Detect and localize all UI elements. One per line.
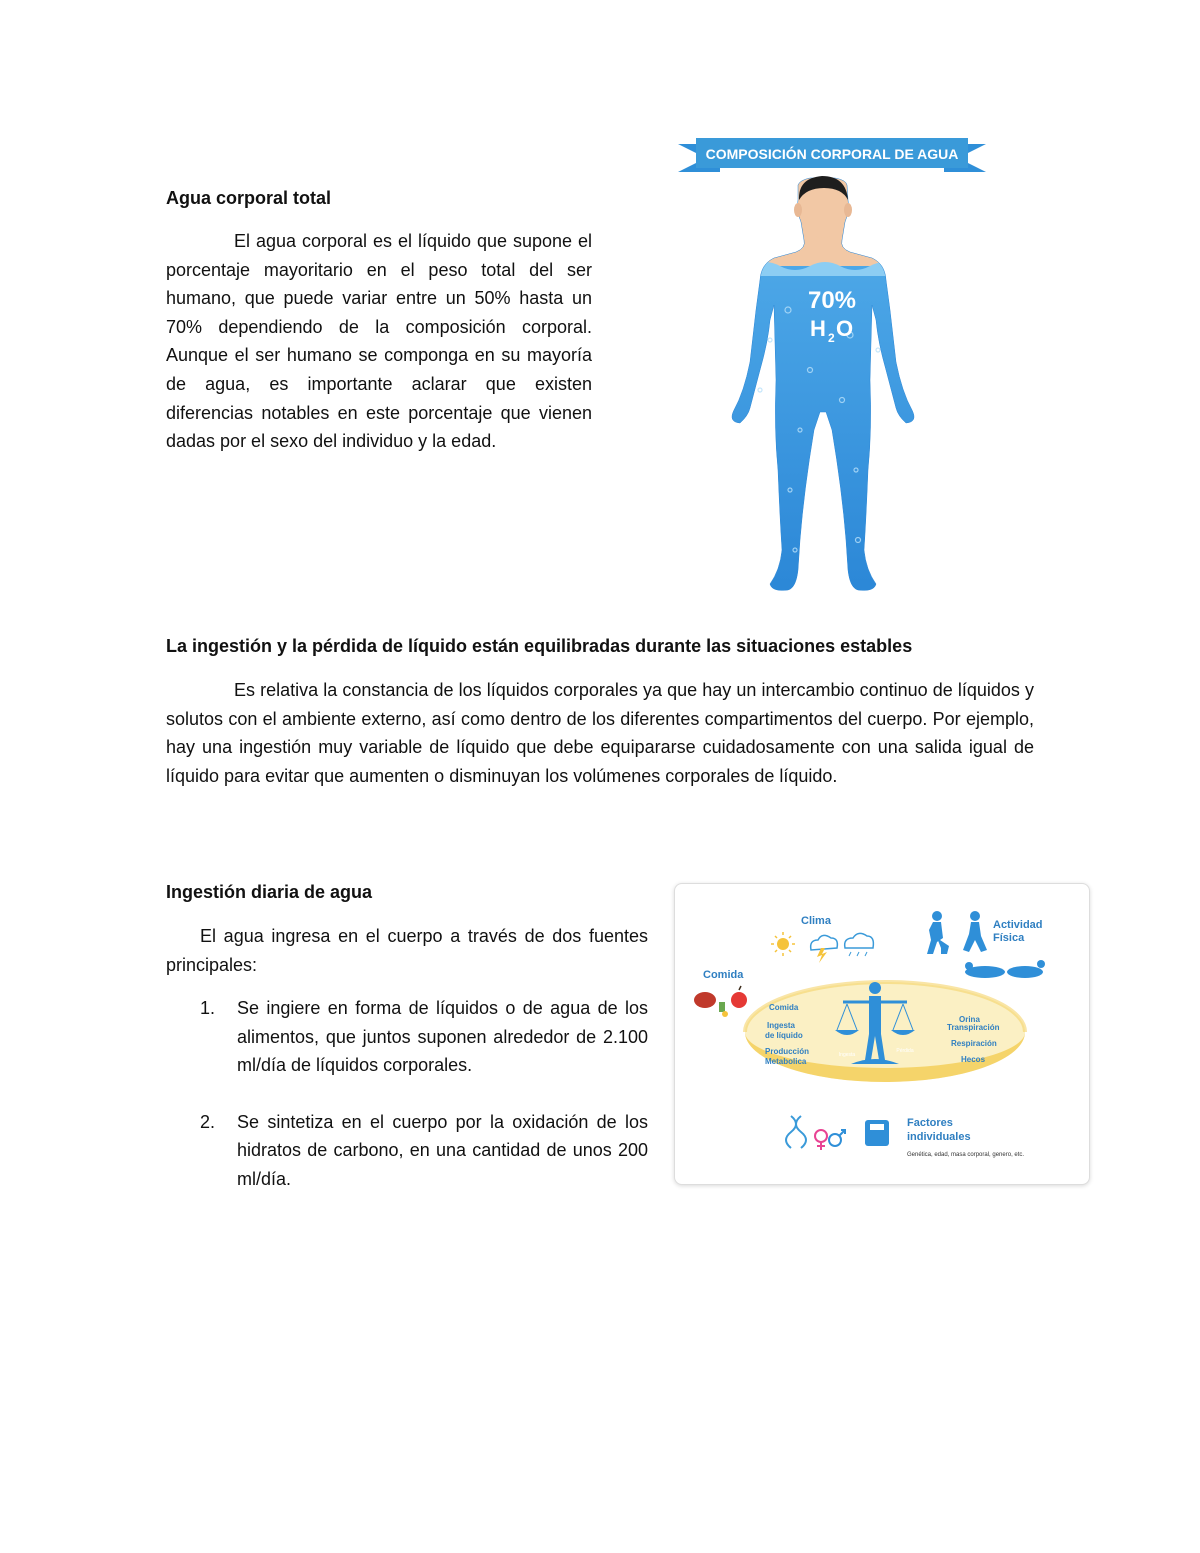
- o-label: O: [836, 316, 854, 341]
- transpiracion-label: Transpiración: [947, 1023, 1000, 1032]
- body-water-figure: [610, 130, 1030, 605]
- ingestion-perdida-paragraph: Es relativa la constancia de los líquidos corporales ya que hay un intercambio continuo de líquidos y solutos con el ambiente externo, así como dentro de los diferentes compartimentos del cuerpo. Por ejemplo, hay una ingestión muy variable de líquido que debe equipararse cuidadosamente con una salida igual de líquido para evitar que aumenten o disminuyan los volúmenes corporales de líquido.: [166, 680, 1034, 786]
- orina-label: Orina: [959, 1015, 980, 1024]
- factores-label-1: Factores: [907, 1117, 953, 1129]
- water-balance-illustration: [675, 884, 1089, 1184]
- weight-scale-icon: [865, 1120, 889, 1146]
- clima-label: Clima: [801, 915, 831, 927]
- section-heading-ingestion-diaria: Ingestión diaria de agua: [166, 882, 373, 902]
- water-sources-list: [166, 994, 648, 1194]
- actividad-label-1: Actividad: [993, 919, 1043, 931]
- list-item-number: 1.: [200, 998, 216, 1018]
- section-heading-agua-corporal: Agua corporal total: [166, 188, 332, 208]
- storm-cloud-icon: [811, 935, 838, 963]
- gender-icons: [815, 1130, 845, 1150]
- percent-label: 70%: [807, 287, 857, 314]
- factores-description: Genética, edad, masa corporal, genero, etc.: [907, 1152, 1025, 1158]
- list-item-text: Se sintetiza en el cuerpo por la oxidación de los hidratos de carbono, en una cantidad de unos 200 ml/día.: [237, 1111, 648, 1189]
- ingesta-label-1: Ingesta: [767, 1021, 796, 1030]
- food-icons: [694, 986, 747, 1017]
- heces-label: Hecos: [961, 1055, 986, 1064]
- dna-icon: [786, 1116, 806, 1148]
- list-item: [166, 994, 648, 1080]
- ingesta-label-2: de líquido: [765, 1031, 803, 1040]
- left-comida-label: Comida: [769, 1003, 799, 1012]
- list-item: [166, 1108, 648, 1194]
- h-label: H: [810, 316, 826, 341]
- agua-corporal-paragraph: El agua corporal es el líquido que supone el porcentaje mayoritario en el peso total del ser humano, que puede variar entre un 50% hasta un 70% dependiendo de la composición corporal. Aunque el ser humano se componga en su mayoría de agua, es importante aclarar que existen diferencias notables en este porcentaje que vienen dadas por el sexo del individuo y la edad.: [166, 231, 592, 452]
- ingestion-diaria-intro: El agua ingresa en el cuerpo a través de dos fuentes principales:: [166, 926, 648, 975]
- respiracion-label: Respiración: [951, 1039, 997, 1048]
- subscript-label: 2: [828, 331, 835, 345]
- produccion-label-2: Metabolica: [765, 1057, 807, 1066]
- water-balance-figure: [674, 883, 1090, 1185]
- banner-title: COMPOSICIÓN CORPORAL DE AGUA: [705, 146, 959, 162]
- list-item-text: Se ingiere en forma de líquidos o de agua de los alimentos, que juntos suponen alrededor de 2.100 ml/día de líquidos corporales.: [237, 998, 648, 1076]
- pan-left-label: Ingesta: [838, 1052, 856, 1058]
- sun-icon: [771, 932, 795, 956]
- produccion-label-1: Producción: [765, 1047, 810, 1056]
- actividad-label-2: Física: [993, 932, 1025, 944]
- body-water-illustration: [610, 130, 1030, 605]
- list-item-number: 2.: [200, 1111, 216, 1132]
- factores-label-2: individuales: [907, 1131, 971, 1143]
- cloud-icon: [845, 933, 874, 956]
- comida-label: Comida: [703, 969, 744, 981]
- pan-right-label: Pérdida: [896, 1048, 914, 1054]
- section-heading-ingestion-perdida: La ingestión y la pérdida de líquido están equilibradas durante las situaciones estables: [166, 636, 913, 656]
